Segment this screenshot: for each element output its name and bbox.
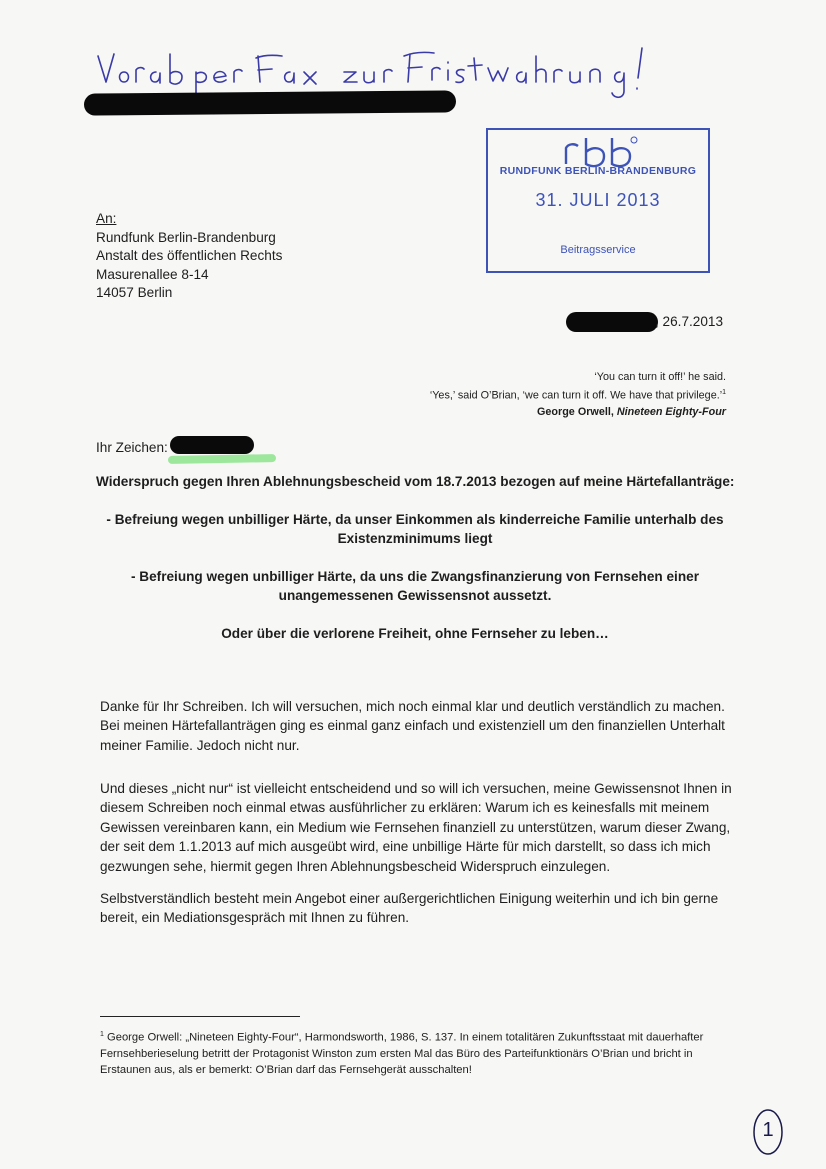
address-label: An: bbox=[96, 211, 117, 226]
footnote bbox=[100, 1027, 740, 1078]
stamp-department: Beitragsservice bbox=[560, 244, 636, 256]
footnote-marker: 1 bbox=[100, 1031, 104, 1038]
address-line: 14057 Berlin bbox=[96, 285, 173, 300]
redaction-bar-top bbox=[84, 90, 456, 115]
page-number bbox=[752, 1107, 784, 1157]
redaction-bar-reference bbox=[170, 436, 254, 454]
reference-label: Ihr Zeichen: bbox=[96, 440, 168, 455]
stamp-organization: RUNDFUNK BERLIN-BRANDENBURG bbox=[499, 165, 697, 177]
subtitle: Oder über die verlorene Freiheit, ohne Fernseher zu leben… bbox=[221, 626, 609, 641]
epigraph-line: ‘Yes,’ said O’Brian, ‘we can turn it off. We have that privilege.’ bbox=[429, 389, 723, 402]
paragraph-3: Selbstverständlich besteht mein Angebot einer außergerichtlichen Einigung weiterhin und ich bin gerne bereit, ein Mediationsgespräch mit Ihnen zu führen. bbox=[100, 891, 719, 926]
bullet-conscience: - Befreiung wegen unbilliger Härte, da uns die Zwangsfinanzierung von Fernsehen einer unangemessenen Gewissensnot aussetzt. bbox=[130, 569, 699, 603]
epigraph-line: ‘You can turn it off!’ he said. bbox=[594, 371, 726, 383]
redaction-bar-place bbox=[566, 312, 658, 332]
letter-date: , 26.7.2013 bbox=[655, 314, 724, 329]
highlighter-mark bbox=[168, 454, 276, 464]
epigraph-work: Nineteen Eighty-Four bbox=[616, 405, 726, 418]
recipient-address bbox=[96, 210, 282, 303]
epigraph bbox=[430, 369, 726, 420]
epigraph-author: George Orwell, bbox=[537, 405, 617, 418]
address-line: Rundfunk Berlin-Brandenburg bbox=[96, 229, 276, 245]
footnote-text: George Orwell: „Nineteen Eighty-Four“, Harmondsworth, 1986, S. 137. In einem totalitären Zukunftsstaat mit dauerhafter Fernsehberieselung betritt der Protagonist Winston zum ersten Mal das Büro des Parteifunktionärs O’Brian und bricht in Erstaunen aus, als er bemerkt: O’Brian darf das Fernsehgerät ausschalten! bbox=[100, 1031, 704, 1076]
address-line: Masurenallee 8-14 bbox=[96, 266, 209, 282]
bullet-income: - Befreiung wegen unbilliger Härte, da unser Einkommen als kinderreiche Familie unterhalb des Existenzminimums liegt bbox=[106, 512, 724, 546]
footnote-marker: 1 bbox=[722, 389, 726, 396]
page-number-text: 1 bbox=[762, 1119, 774, 1141]
address-line: Anstalt des öffentlichen Rechts bbox=[96, 248, 283, 263]
stamp-date: 31. JULI 2013 bbox=[535, 190, 661, 210]
footnote-separator bbox=[100, 1016, 300, 1017]
paragraph-1: Danke für Ihr Schreiben. Ich will versuchen, mich noch einmal klar und deutlich verständlich zu machen. Bei meinen Härtefallanträgen ging es einmal ganz einfach und existenziell um den finanziellen Unterhalt meiner Familie. Jedoch nicht nur. bbox=[100, 699, 725, 753]
receipt-stamp bbox=[486, 128, 710, 273]
paragraph-2: Und dieses „nicht nur“ ist vielleicht entscheidend und so will ich versuchen, meine Gewissensnot Ihnen in diesem Schreiben noch einmal etwas ausführlicher zu erklären: Warum ich es keinesfalls mit meinem Gewissen vereinbaren kann, ein Medium wie Fernsehen finanziell zu unterstützen, warum dieser Zwang, der seit dem 1.1.2013 auf mich ausgeübt wird, eine unbillige Härte für mich darstellt, so dass ich mich gezwungen sehe, hiermit gegen Ihren Ablehnungsbescheid Widerspruch einzulegen. bbox=[100, 781, 732, 874]
subject-line: Widerspruch gegen Ihren Ablehnungsbescheid vom 18.7.2013 bezogen auf meine Härtefallanträge: bbox=[96, 474, 735, 489]
